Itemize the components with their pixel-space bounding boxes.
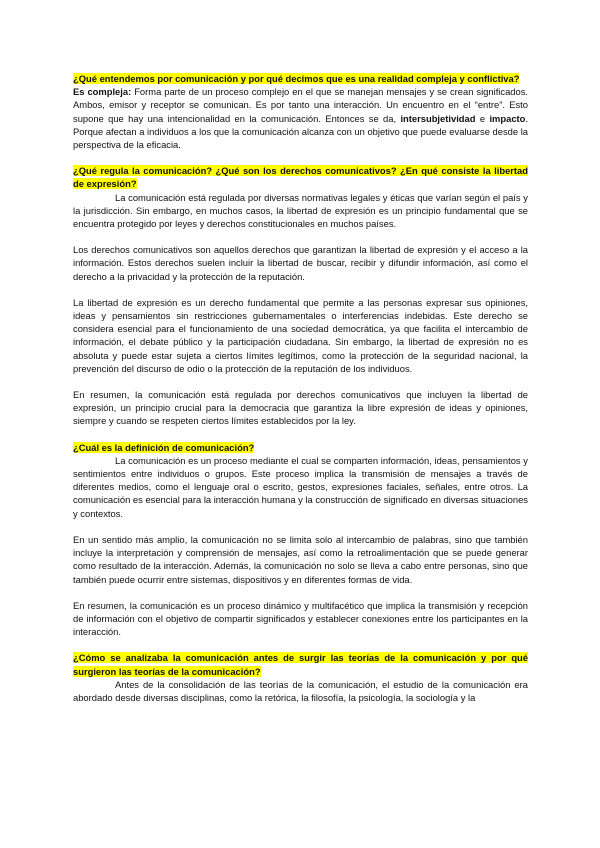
paragraph: La libertad de expresión es un derecho fundamental que permite a las personas expresar sus opiniones, ideas y pensamientos sin restricciones gubernamentales o interferencias indebidas. Este derecho se considera esencial para el funcionamiento de una sociedad democrática, ya que facilita el intercambio de información, el debate público y la participación ciudadana. Sin embargo, la libertad de expresión no es absoluta y puede estar sujeta a ciertos límites legítimos, como la protección de la seguridad nacional, la prevención del discurso de odio o la protección de la reputación de los individuos. [73, 296, 528, 374]
paragraph: La comunicación está regulada por diversas normativas legales y éticas que varían según el país y la jurisdicción. Sin embargo, en muchos casos, la libertad de expresión es un principio fundamental que se encuentra protegido por leyes y derechos constitucionales en muchos países. [73, 191, 528, 230]
paragraph-compleja [73, 85, 528, 151]
question-heading-4 [73, 651, 528, 677]
question-heading-2 [73, 164, 528, 190]
text-segment: e [475, 112, 490, 124]
paragraph: Antes de la consolidación de las teorías de la comunicación, el estudio de la comunicación era abordado desde diversas disciplinas, como la retórica, la filosofía, la psicología, la sociología y la [73, 678, 528, 703]
document-body [73, 72, 528, 704]
highlighted-question-2: ¿Qué regula la comunicación? ¿Qué son los derechos comunicativos? ¿En qué consiste la libertad de expresión? [73, 165, 528, 190]
paragraph: En resumen, la comunicación es un proceso dinámico y multifacético que implica la transmisión y recepción de información con el objetivo de compartir significados y establecer conexiones entre los participantes en la interacción. [73, 599, 528, 638]
text-segment: . Porque afectan a individuos a los que la comunicación alcanza con un objetivo que puede evaluarse desde la perspectiva de la eficacia. [73, 112, 528, 151]
question-heading-1 [73, 72, 528, 85]
question-heading-3 [73, 441, 528, 454]
highlighted-question-3: ¿Cuál es la definición de comunicación? [73, 441, 255, 453]
highlighted-question-4: ¿Cómo se analizaba la comunicación antes de surgir las teorías de la comunicación y por qué surgieron las teorías de la comunicación? [73, 652, 528, 677]
paragraph: En resumen, la comunicación está regulada por derechos comunicativos que incluyen la libertad de expresión, un principio crucial para la democracia que garantiza la libre expresión de ideas y opiniones, siempre y cuando se respeten ciertos límites establecidos por la ley. [73, 389, 528, 427]
bold-term-intersubjetividad: intersubjetividad [400, 112, 476, 124]
paragraph: En un sentido más amplio, la comunicación no se limita solo al intercambio de palabras, sino que también incluye la interpretación y comprensión de mensajes, así como la retroalimentación que se puede generar como resultado de la interacción. Además, la comunicación no solo se lleva a cabo entre personas, sino que también puede ocurrir entre sistemas, dispositivos y en diferentes formas de vida. [73, 533, 528, 585]
lead-term: Es compleja: [73, 86, 132, 98]
paragraph: Los derechos comunicativos son aquellos derechos que garantizan la libertad de expresión y el acceso a la información. Estos derechos suelen incluir la libertad de buscar, recibir y difundir información, así como el derecho a la privacidad y la protección de la reputación. [73, 244, 528, 282]
paragraph: La comunicación es un proceso mediante el cual se comparten información, ideas, pensamientos y sentimientos entre individuos o grupos. Este proceso implica la transmisión de mensajes a través de diferentes medios, como el lenguaje oral o escrito, gestos, expresiones faciales, señales, entre otros. La comunicación es esencial para la interacción humana y la construcción de significado en diversas situaciones y contextos. [73, 454, 528, 519]
bold-term-impacto: impacto [489, 112, 526, 124]
highlighted-question-1: ¿Qué entendemos por comunicación y por qué decimos que es una realidad compleja y conflictiva? [73, 73, 520, 84]
text-segment: Forma parte de un proceso complejo en el que se manejan mensajes y se crean significados. Ambos, emisor y receptor se comunican. Es por tanto una interacción. Un encuentro en el “entre”. Esto supone que hay una intencionalidad en la comunicación. Entonces se da, [73, 86, 528, 124]
